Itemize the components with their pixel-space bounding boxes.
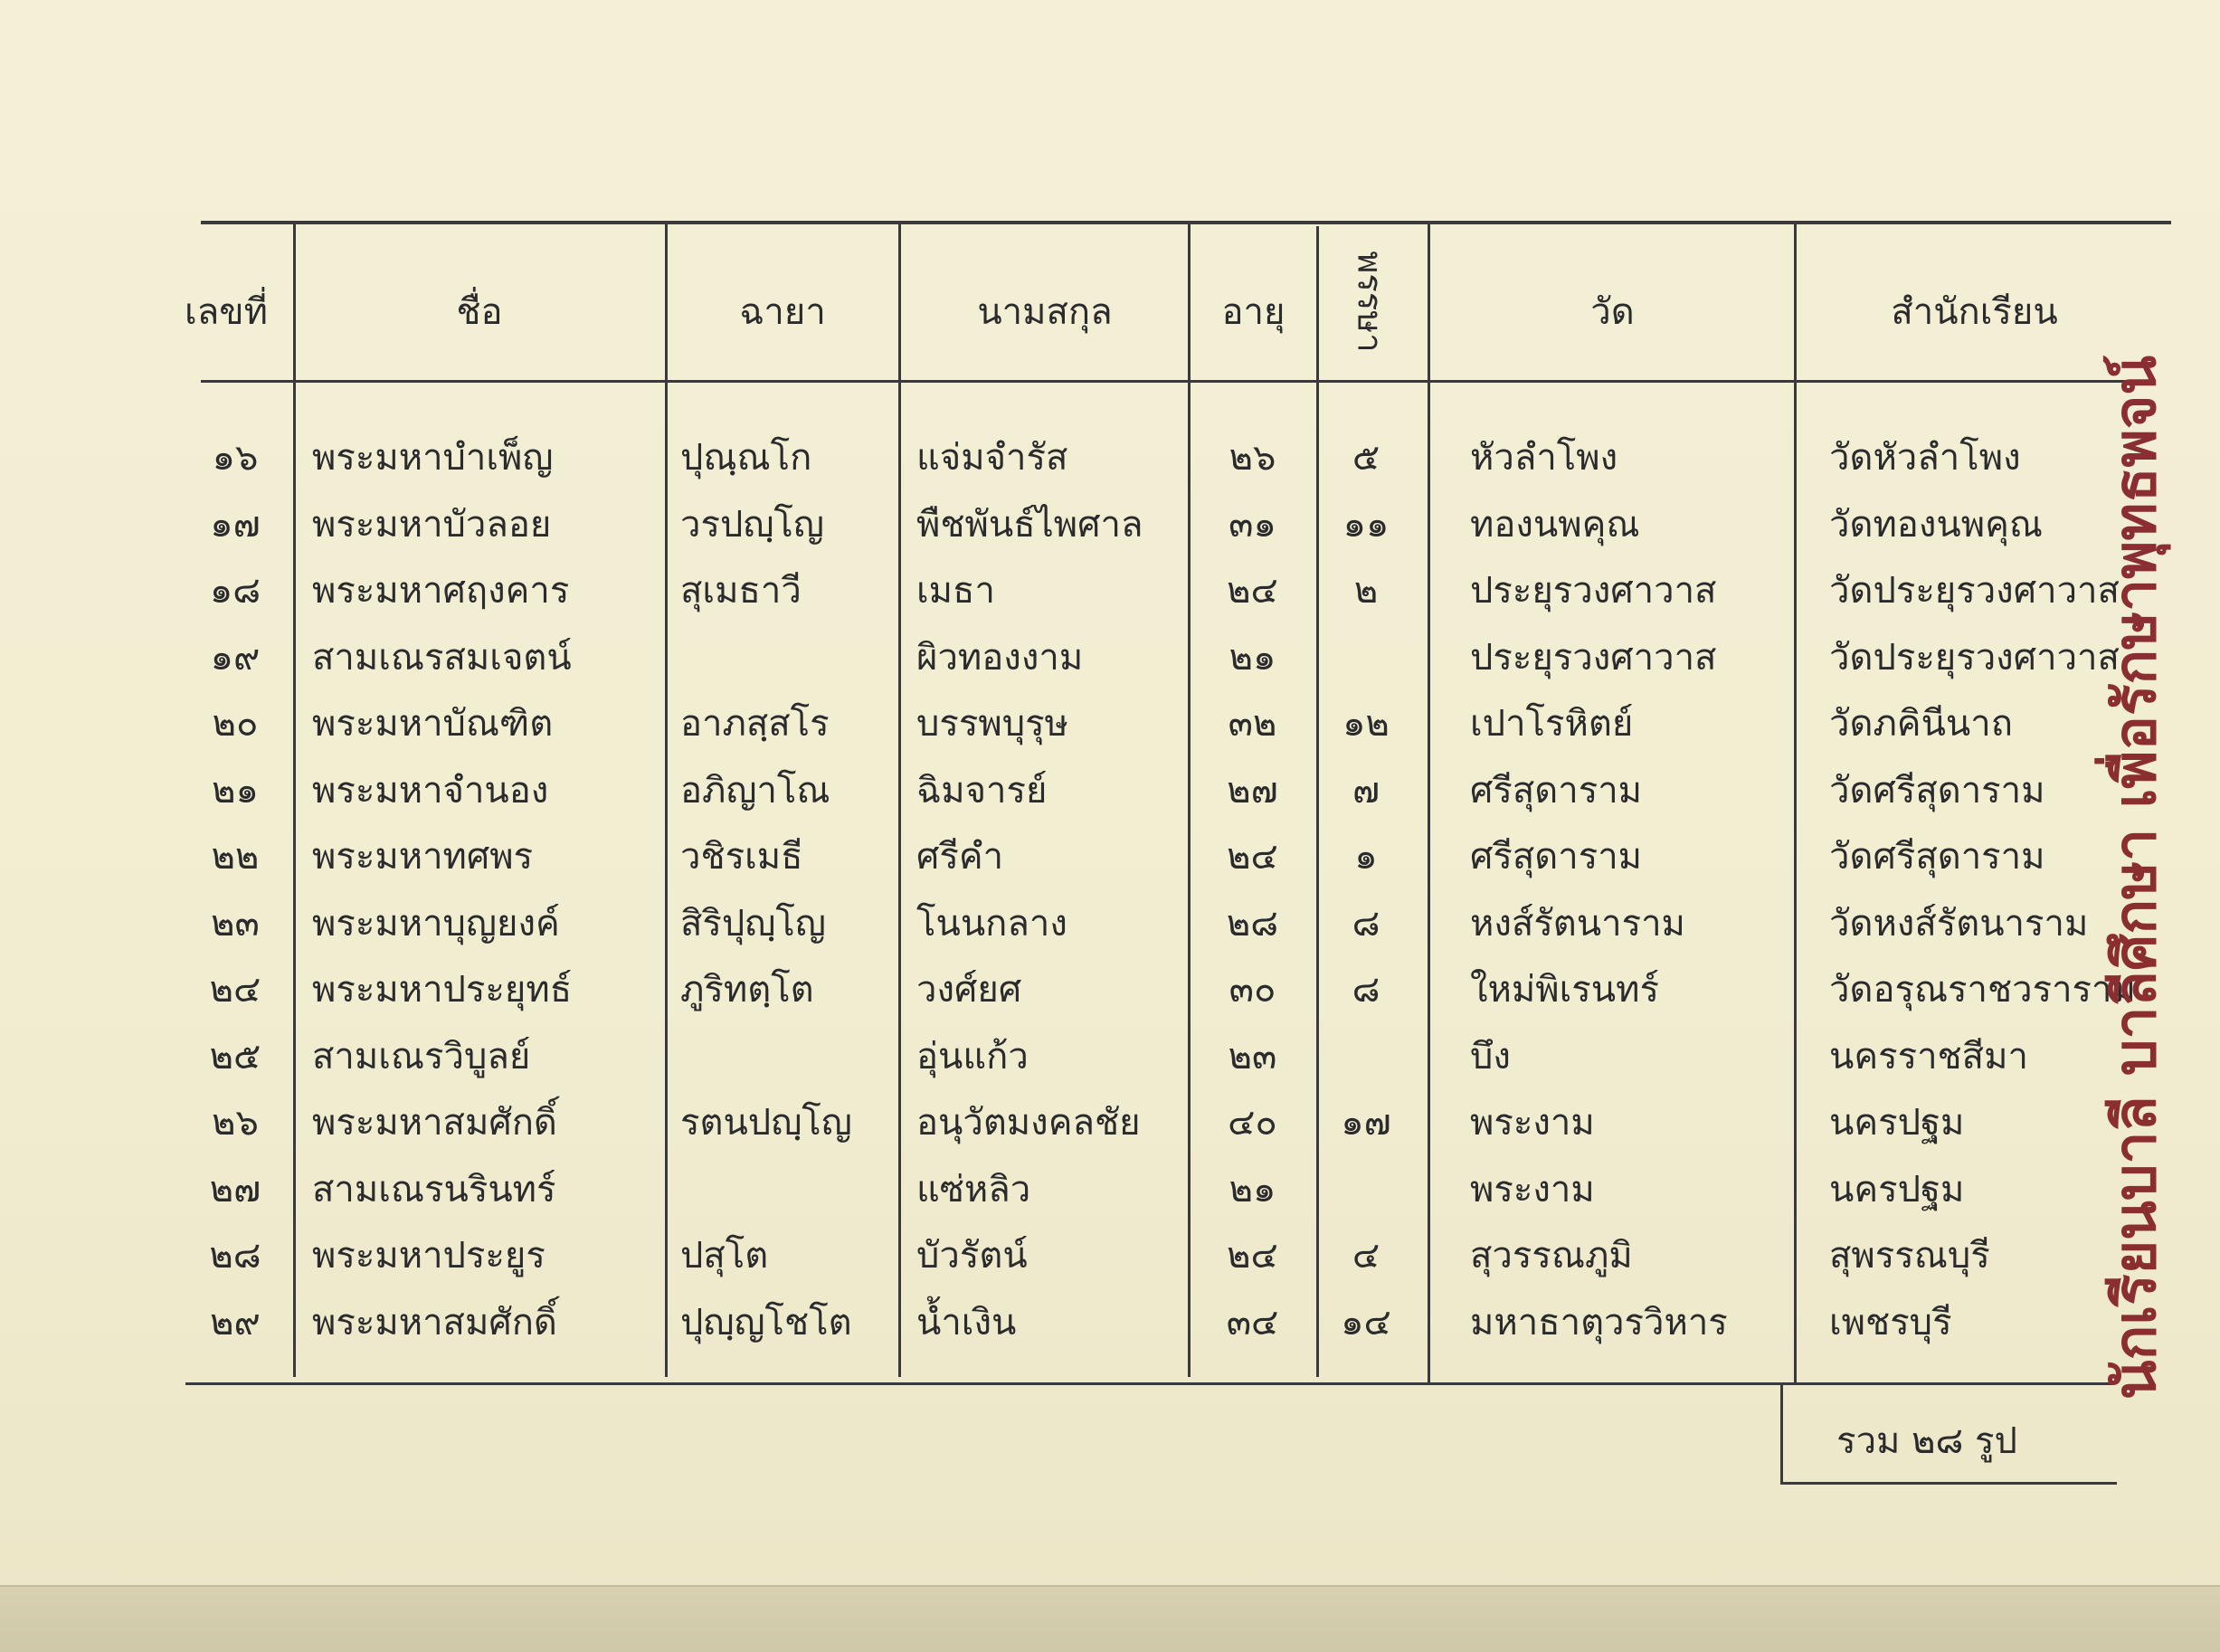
cell-no: ๒๓ [211, 902, 260, 945]
cell-no: ๒๕ [209, 1035, 261, 1078]
cell-name: พระมหาบัณฑิต [312, 703, 554, 745]
cell-age: ๒๑ [1229, 636, 1276, 679]
cell-wat: สุวรรณภูมิ [1470, 1235, 1633, 1277]
cell-year: ๒ [1353, 570, 1379, 612]
cell-age: ๒๗ [1227, 769, 1278, 812]
cell-surname: น้ำเงิน [916, 1301, 1017, 1343]
cell-age: ๒๔ [1227, 570, 1278, 612]
cell-name: พระมหาทศพร [312, 836, 534, 878]
cell-name: พระมหาสมศักดิ์ [312, 1102, 557, 1144]
cell-no: ๑๖ [212, 437, 259, 479]
cell-surname: อุ่นแก้ว [916, 1035, 1029, 1078]
cell-name: สามเณรวิบูลย์ [312, 1035, 531, 1078]
cell-school: สุพรรณบุรี [1829, 1235, 1990, 1277]
cell-no: ๒๑ [212, 769, 259, 812]
cell-age: ๓๐ [1229, 969, 1276, 1011]
cell-surname: อนุวัตมงคลชัย [916, 1102, 1141, 1144]
table-row [0, 1157, 2220, 1224]
header-year: พรรษา [1350, 250, 1390, 353]
cell-age: ๓๔ [1226, 1301, 1279, 1343]
cell-school: วัดหงส์รัตนาราม [1829, 902, 2089, 945]
table-row [0, 691, 2220, 758]
cell-age: ๒๑ [1229, 1168, 1276, 1211]
cell-school: วัดศรีสุดาราม [1829, 769, 2045, 812]
cell-alias: ภูริทตฺโต [680, 969, 814, 1011]
header-surname: นามสกุล [977, 291, 1113, 333]
table-row [0, 891, 2220, 958]
cell-wat: มหาธาตุวรวิหาร [1470, 1301, 1728, 1343]
cell-year [1321, 1024, 1411, 1091]
cell-year: ๑๗ [1341, 1102, 1391, 1144]
cell-year: ๑๒ [1342, 703, 1390, 745]
table-row [0, 957, 2220, 1024]
cell-alias: ปุญฺญโชโต [680, 1301, 852, 1343]
table-row [0, 1223, 2220, 1290]
cell-no: ๒๙ [210, 1301, 261, 1343]
cell-surname: วงศ์ยศ [916, 969, 1022, 1011]
table-row [0, 425, 2220, 492]
cell-no: ๒๘ [209, 1235, 261, 1277]
header-school: สำนักเรียน [1891, 291, 2058, 333]
table-row [0, 824, 2220, 891]
cell-school: วัดศรีสุดาราม [1829, 836, 2045, 878]
cell-wat: พระงาม [1470, 1102, 1595, 1144]
cell-surname: ผิวทองงาม [916, 636, 1084, 679]
cell-name: สามเณรนรินทร์ [312, 1168, 556, 1211]
cell-school: นครปฐม [1829, 1102, 1965, 1144]
cell-name: พระมหาศฤงคาร [312, 570, 570, 612]
cell-no: ๒๔ [209, 969, 261, 1011]
cell-age: ๔๐ [1228, 1102, 1277, 1144]
cell-wat: บึง [1470, 1035, 1511, 1078]
header-year-cell [1330, 233, 1411, 369]
cell-name: พระมหาประยุทธ์ [312, 969, 573, 1011]
cell-alias: อาภสฺสโร [680, 703, 830, 745]
cell-year: ๑๔ [1341, 1301, 1391, 1343]
total-box-bottom-rule [1782, 1482, 2117, 1485]
cell-wat: ศรีสุดาราม [1470, 769, 1643, 812]
cell-surname: พืชพันธ์ไพศาล [916, 503, 1143, 546]
cell-name: พระมหาบุญยงค์ [312, 902, 560, 945]
cell-name: สามเณรสมเจตน์ [312, 636, 572, 679]
cell-no: ๑๙ [210, 636, 261, 679]
cell-name: พระมหาประยูร [312, 1235, 546, 1277]
cell-school: นครราชสีมา [1829, 1035, 2028, 1078]
cell-alias: ปุณฺณโก [680, 437, 812, 479]
table-row [0, 492, 2220, 559]
cell-school: วัดทองนพคุณ [1829, 503, 2043, 546]
cell-year: ๔ [1352, 1235, 1380, 1277]
side-banner-text: นักเรียนบาลี บาลีศึกษา เพื่อรักษาพุทธพจน์ [2102, 355, 2169, 1400]
cell-no: ๒๖ [212, 1102, 259, 1144]
page-fold-shadow [0, 1585, 2220, 1652]
side-banner [2072, 109, 2198, 1647]
header-wat: วัด [1590, 291, 1635, 333]
table-row [0, 558, 2220, 625]
total-box-left-rule [1780, 1382, 1783, 1485]
cell-surname: โนนกลาง [916, 902, 1067, 945]
cell-alias: วชิรเมธี [680, 836, 803, 878]
cell-year: ๑ [1354, 836, 1378, 878]
cell-no: ๒๒ [211, 836, 260, 878]
cell-year: ๗ [1352, 769, 1380, 812]
cell-year: ๘ [1352, 902, 1380, 945]
total-count: รวม ๒๘ รูป [1836, 1420, 2017, 1462]
table-body [0, 425, 2220, 1356]
cell-name: พระมหาจำนอง [312, 769, 549, 812]
cell-school: นครปฐม [1829, 1168, 1965, 1211]
cell-surname: ฉิมจารย์ [916, 769, 1048, 812]
table-row [0, 625, 2220, 692]
table-row [0, 1290, 2220, 1357]
cell-school: วัดหัวลำโพง [1829, 437, 2021, 479]
cell-school: วัดภคินีนาถ [1829, 703, 2013, 745]
cell-no: ๑๘ [209, 570, 261, 612]
cell-age: ๒๘ [1226, 902, 1279, 945]
cell-year [1321, 625, 1411, 692]
cell-name: พระมหาบัวลอย [312, 503, 552, 546]
cell-alias: สุเมธาวี [680, 570, 802, 612]
cell-alias [680, 1157, 897, 1224]
cell-year: ๑๑ [1342, 503, 1390, 546]
table-top-rule [201, 221, 2171, 224]
table-bottom-rule [185, 1382, 2112, 1385]
cell-wat: ใหม่พิเรนทร์ [1470, 969, 1659, 1011]
cell-wat: พระงาม [1470, 1168, 1595, 1211]
cell-age: ๒๓ [1228, 1035, 1277, 1078]
cell-surname: แจ่มจำรัส [916, 437, 1068, 479]
cell-year: ๘ [1352, 969, 1380, 1011]
cell-age: ๒๔ [1227, 836, 1278, 878]
table-row [0, 1024, 2220, 1091]
header-alias: ฉายา [739, 291, 826, 333]
cell-school: เพชรบุรี [1829, 1301, 1952, 1343]
cell-surname: ศรีคำ [916, 836, 1004, 878]
cell-age: ๓๑ [1229, 503, 1276, 546]
cell-no: ๑๗ [210, 503, 261, 546]
cell-wat: ศรีสุดาราม [1470, 836, 1643, 878]
cell-no: ๒๐ [212, 703, 259, 745]
cell-school: วัดประยุรวงศาวาส [1829, 636, 2120, 679]
table-row [0, 758, 2220, 825]
cell-name: พระมหาสมศักดิ์ [312, 1301, 557, 1343]
cell-surname: แซ่หลิว [916, 1168, 1031, 1211]
header-no: เลขที่ [185, 291, 268, 333]
cell-alias: วรปญฺโญ [680, 503, 824, 546]
cell-name: พระมหาบำเพ็ญ [312, 437, 554, 479]
cell-age: ๒๔ [1227, 1235, 1278, 1277]
cell-wat: ประยุรวงศาวาส [1470, 570, 1717, 612]
cell-no: ๒๗ [209, 1168, 261, 1211]
cell-wat: เปาโรหิตย์ [1470, 703, 1634, 745]
cell-alias: ปสุโต [680, 1235, 769, 1277]
cell-alias [680, 625, 897, 692]
cell-alias [680, 1024, 897, 1091]
cell-surname: เมธา [916, 570, 995, 612]
cell-school: วัดอรุณราชวราราม [1829, 969, 2136, 1011]
cell-wat: หงส์รัตนาราม [1470, 902, 1685, 945]
table-row [0, 1090, 2220, 1157]
cell-age: ๒๖ [1229, 437, 1276, 479]
cell-surname: บัวรัตน์ [916, 1235, 1028, 1277]
cell-alias: อภิญาโณ [680, 769, 830, 812]
cell-wat: ทองนพคุณ [1470, 503, 1640, 546]
header-age: อายุ [1221, 291, 1286, 333]
header-bottom-rule [201, 380, 2146, 383]
cell-school: วัดประยุรวงศาวาส [1829, 570, 2120, 612]
cell-year [1321, 1157, 1411, 1224]
cell-alias: รตนปญฺโญ [680, 1102, 852, 1144]
cell-wat: หัวลำโพง [1470, 437, 1618, 479]
cell-year: ๕ [1352, 437, 1380, 479]
cell-age: ๓๒ [1228, 703, 1277, 745]
cell-wat: ประยุรวงศาวาส [1470, 636, 1717, 679]
cell-alias: สิริปุญฺโญ [680, 902, 826, 945]
cell-surname: บรรพบุรุษ [916, 703, 1068, 745]
header-name: ชื่อ [456, 291, 503, 333]
